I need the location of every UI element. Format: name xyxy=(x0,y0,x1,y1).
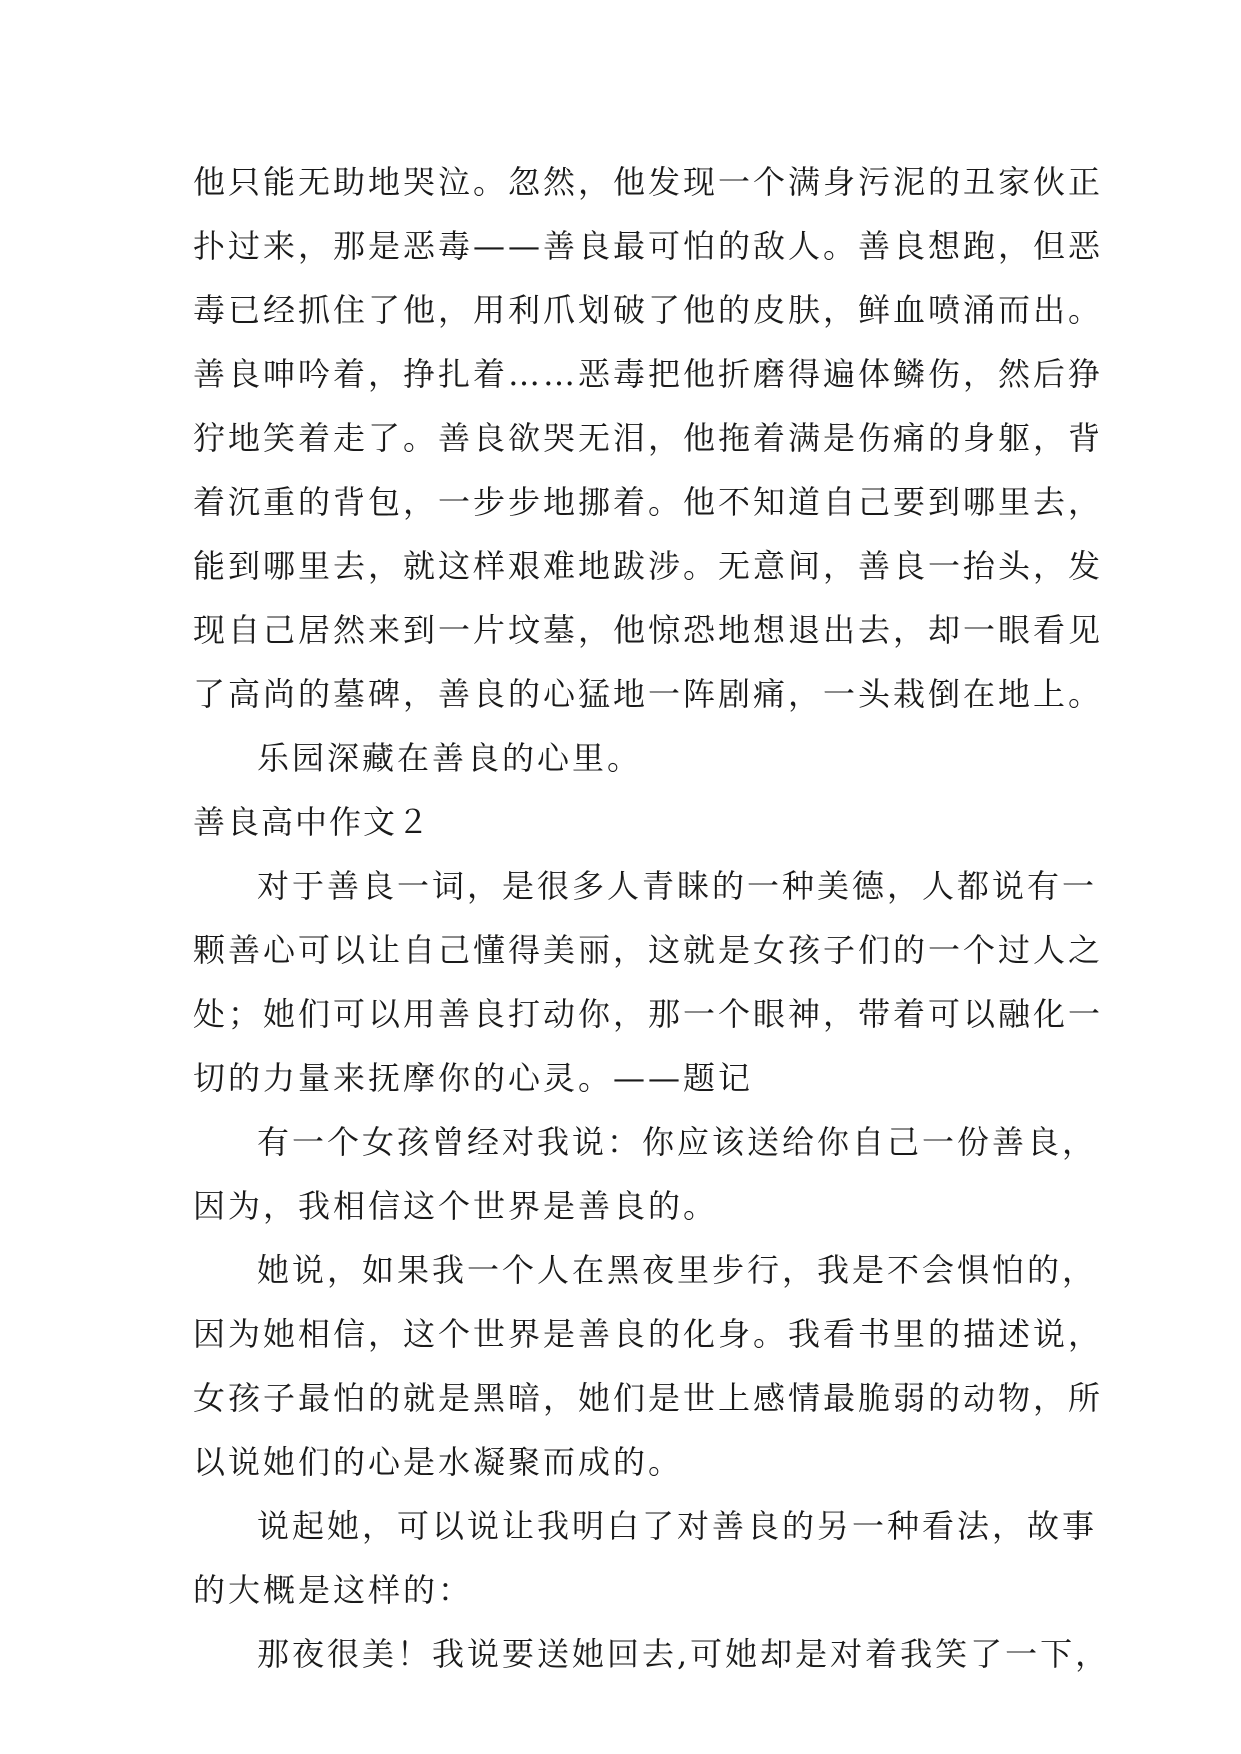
text-line: 扑过来，那是恶毒——善良最可怕的敌人。善良想跑，但恶 xyxy=(193,227,1104,265)
text-line: 着沉重的背包，一步步地挪着。他不知道自己要到哪里去， xyxy=(193,483,1104,521)
section-heading: 善良高中作文２ xyxy=(193,803,432,841)
text-line: 能到哪里去，就这样艰难地跋涉。无意间，善良一抬头，发 xyxy=(193,547,1104,585)
text-line: 女孩子最怕的就是黑暗，她们是世上感情最脆弱的动物，所 xyxy=(193,1379,1104,1417)
text-line: 狞地笑着走了。善良欲哭无泪，他拖着满是伤痛的身躯，背 xyxy=(193,419,1104,457)
text-line: 了高尚的墓碑，善良的心猛地一阵剧痛，一头栽倒在地上。 xyxy=(193,675,1104,713)
document-body xyxy=(193,150,1111,1686)
text-line: 颗善心可以让自己懂得美丽，这就是女孩子们的一个过人之 xyxy=(193,931,1104,969)
text-line: 善良呻吟着，挣扎着……恶毒把他折磨得遍体鳞伤，然后狰 xyxy=(193,355,1104,393)
paragraph-line: 乐园深藏在善良的心里。 xyxy=(257,739,643,777)
text-line: 处；她们可以用善良打动你，那一个眼神，带着可以融化一 xyxy=(193,995,1104,1033)
text-line: 切的力量来抚摩你的心灵。——题记 xyxy=(193,1059,754,1097)
text-line: 因为她相信，这个世界是善良的化身。我看书里的描述说， xyxy=(193,1315,1104,1353)
paragraph-line: 那夜很美！我说要送她回去,可她却是对着我笑了一下， xyxy=(257,1635,1111,1673)
paragraph-line: 对于善良一词，是很多人青睐的一种美德，人都说有一 xyxy=(257,867,1098,905)
text-line: 他只能无助地哭泣。忽然，他发现一个满身污泥的丑家伙正 xyxy=(193,163,1104,201)
paragraph-line: 她说，如果我一个人在黑夜里步行，我是不会惧怕的， xyxy=(257,1251,1098,1289)
paragraph-line: 说起她，可以说让我明白了对善良的另一种看法，故事 xyxy=(257,1507,1098,1545)
text-line: 毒已经抓住了他，用利爪划破了他的皮肤，鲜血喷涌而出。 xyxy=(193,291,1104,329)
text-line: 的大概是这样的： xyxy=(193,1571,474,1609)
text-line: 因为，我相信这个世界是善良的。 xyxy=(193,1187,719,1225)
paragraph-line: 有一个女孩曾经对我说：你应该送给你自己一份善良， xyxy=(257,1123,1098,1161)
text-line: 以说她们的心是水凝聚而成的。 xyxy=(193,1443,684,1481)
text-line: 现自己居然来到一片坟墓，他惊恐地想退出去，却一眼看见 xyxy=(193,611,1104,649)
